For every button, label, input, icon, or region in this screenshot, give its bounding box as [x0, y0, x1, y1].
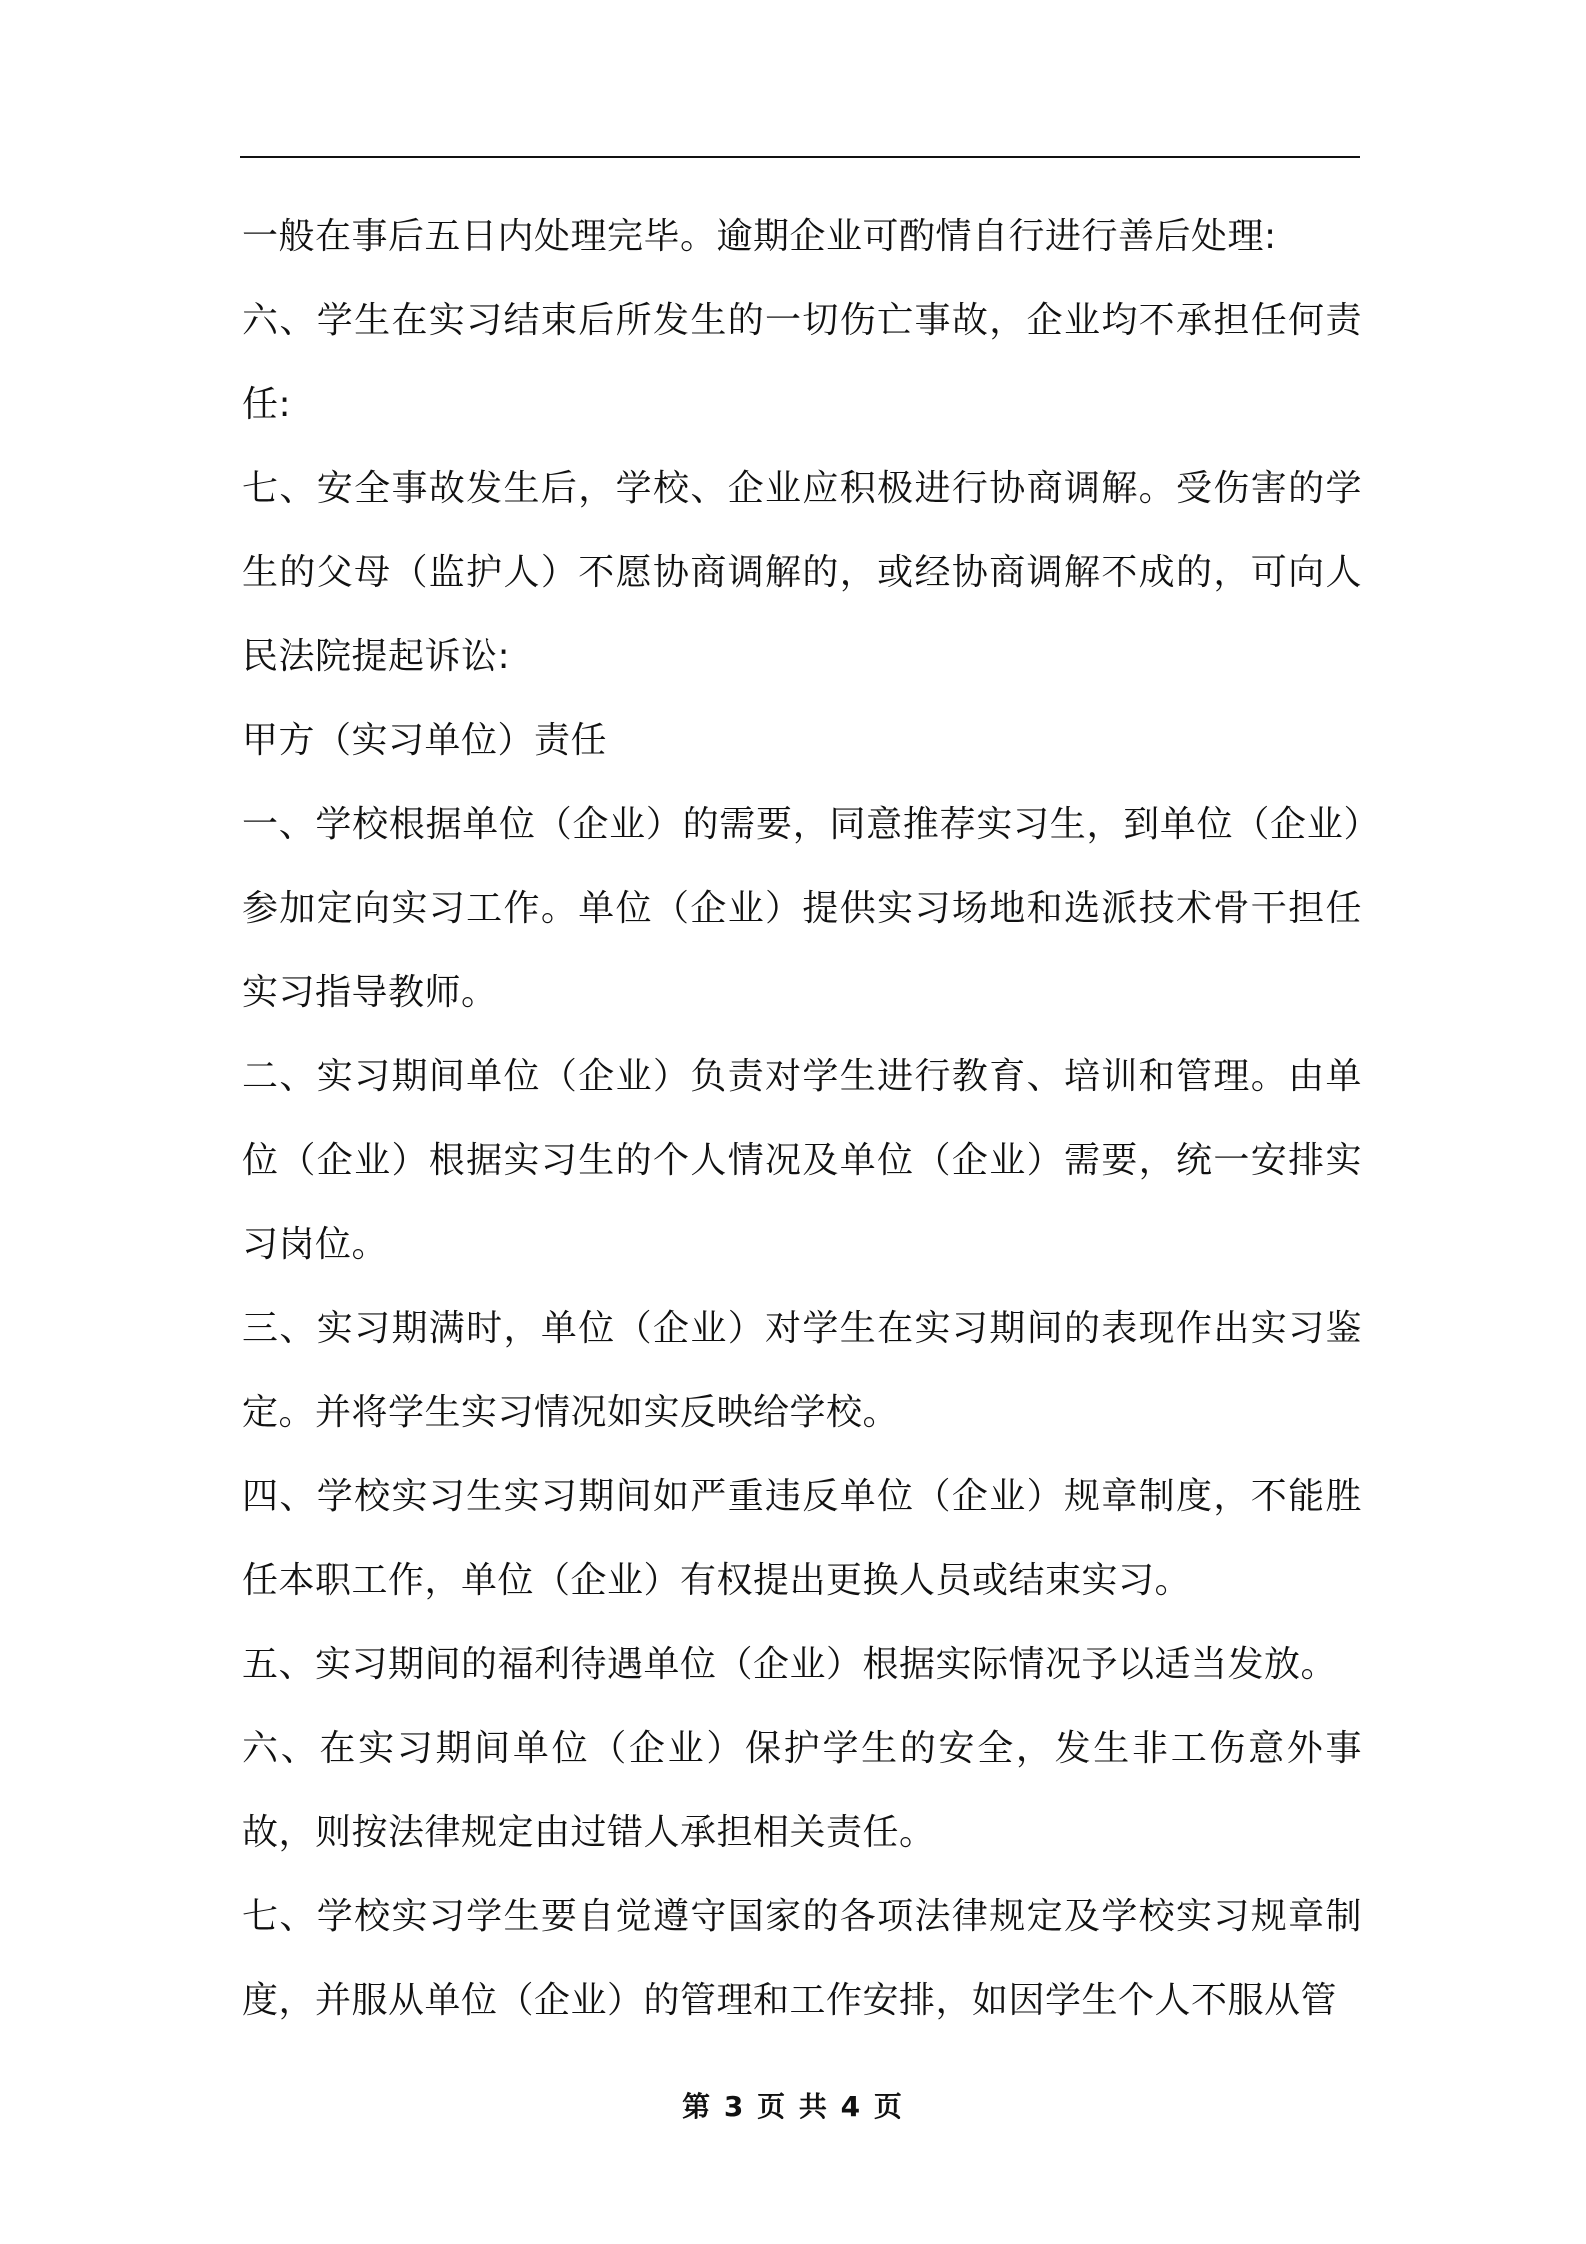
paragraph: 六、学生在实习结束后所发生的一切伤亡事故，企业均不承担任何责任:: [242, 300, 1362, 425]
paragraph: 七、安全事故发生后，学校、企业应积极进行协商调解。受伤害的学生的父母（监护人）不愿协商调解的，或经协商调解不成的，可向人民法院提起诉讼:: [242, 468, 1362, 677]
paragraph: 四、学校实习生实习期间如严重违反单位（企业）规章制度，不能胜任本职工作，单位（企业）有权提出更换人员或结束实习。: [242, 1476, 1362, 1601]
page-footer: 第 3 页 共 4 页: [682, 2090, 904, 2123]
paragraph: 六、在实习期间单位（企业）保护学生的安全，发生非工伤意外事故，则按法律规定由过错人承担相关责任。: [242, 1728, 1362, 1853]
header-rule: [240, 156, 1360, 158]
paragraph: 二、实习期间单位（企业）负责对学生进行教育、培训和管理。由单位（企业）根据实习生的个人情况及单位（企业）需要，统一安排实习岗位。: [242, 1056, 1362, 1265]
document-body: [242, 195, 1362, 2043]
paragraph: 五、实习期间的福利待遇单位（企业）根据实际情况予以适当发放。: [242, 1644, 1338, 1685]
paragraph: 三、实习期满时，单位（企业）对学生在实习期间的表现作出实习鉴定。并将学生实习情况如实反映给学校。: [242, 1308, 1362, 1433]
paragraph: 一、学校根据单位（企业）的需要，同意推荐实习生，到单位（企业）参加定向实习工作。单位（企业）提供实习场地和选派技术骨干担任实习指导教师。: [242, 804, 1362, 1013]
section-heading: 甲方（实习单位）责任: [242, 720, 608, 761]
paragraph: 七、学校实习学生要自觉遵守国家的各项法律规定及学校实习规章制度，并服从单位（企业）的管理和工作安排，如因学生个人不服从管: [242, 1896, 1362, 2021]
paragraph: 一般在事后五日内处理完毕。逾期企业可酌情自行进行善后处理:: [242, 216, 1277, 257]
